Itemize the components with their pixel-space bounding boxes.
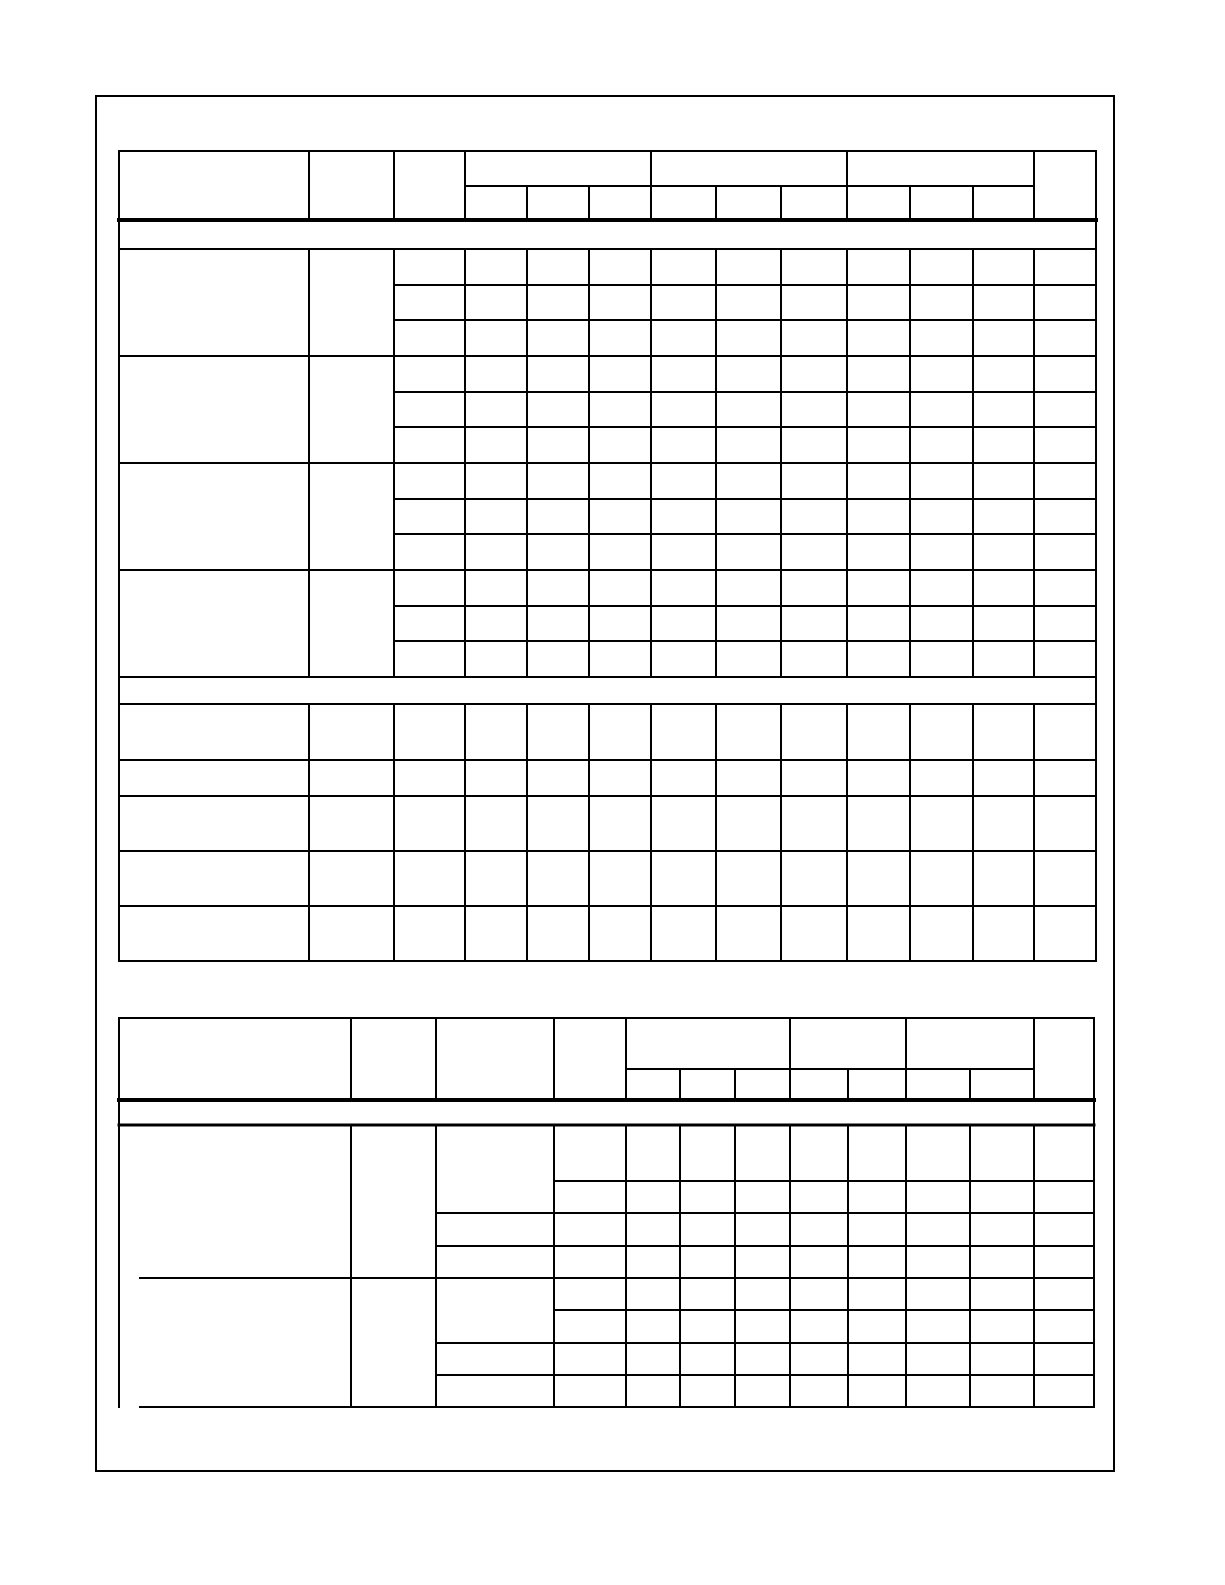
table-2-grid — [119, 1018, 1094, 1407]
table-1-grid — [119, 151, 1096, 961]
